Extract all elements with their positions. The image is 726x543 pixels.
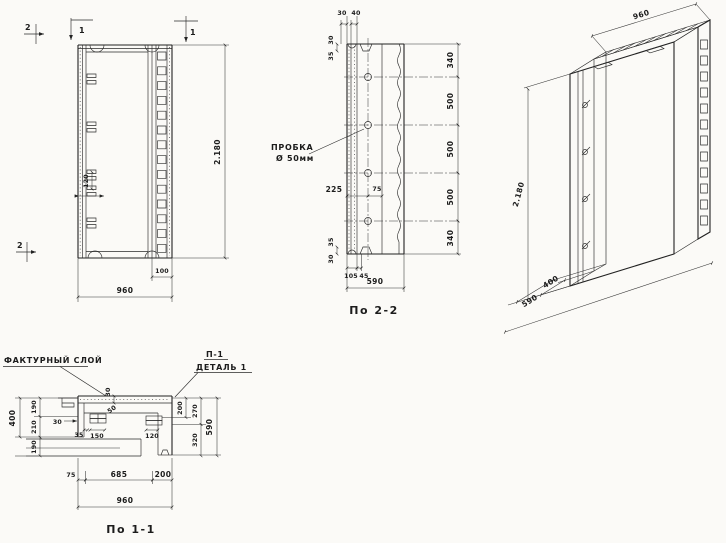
dim-s22-top-2: 40 xyxy=(351,10,361,17)
dim-s11-bottom-2: 685 xyxy=(110,470,128,479)
caption-section-1-1: По 1-1 xyxy=(106,523,156,536)
plug-annotation xyxy=(271,129,364,163)
axonometric-view xyxy=(505,4,712,332)
dim-s11-bottom-total: 960 xyxy=(116,496,134,505)
axon-core-ladder xyxy=(701,40,708,225)
dim-chain-3: 500 xyxy=(446,188,455,206)
axon-body xyxy=(570,20,710,286)
detail-callout xyxy=(175,350,252,397)
dim-s11-left-3: 190 xyxy=(31,440,38,454)
dim-s11-left-1: 190 xyxy=(31,400,38,414)
dim-axon-height: 2.180 xyxy=(510,180,527,208)
dim-s22-axis-offset: 75 xyxy=(372,186,382,193)
panel-outline xyxy=(78,45,172,258)
detail-name-label: ДЕТАЛЬ 1 xyxy=(196,363,247,372)
top-joint-details xyxy=(348,44,372,51)
dim-front-height: 2.180 xyxy=(213,139,222,165)
dim-chain-4: 340 xyxy=(446,229,455,247)
insulation-wavy-edge xyxy=(398,44,401,254)
dim-chain-0: 340 xyxy=(446,51,455,69)
axon-lifting-holes xyxy=(594,46,664,69)
dim-chain-2: 500 xyxy=(446,140,455,158)
dim-s11-left-2: 210 xyxy=(31,420,38,434)
section-body xyxy=(347,44,404,254)
dim-s11-facing-thickness: 30 xyxy=(105,387,112,397)
axon-extension-lines xyxy=(508,4,710,305)
section-mark-2-bottom xyxy=(16,241,36,262)
section-mark-2-bottom-label: 2 xyxy=(17,241,23,250)
dim-s22-bottom-2: 45 xyxy=(359,273,369,280)
facing-layer-label: ФАКТУРНЫЙ СЛОЙ xyxy=(4,356,103,365)
front-dim-extension-lines xyxy=(78,45,229,302)
section-mark-1-right-label: 1 xyxy=(190,28,196,37)
s11-corner-bracket xyxy=(58,398,78,407)
dim-s11-plate-left: 150 xyxy=(90,433,104,440)
s11-extension-lines xyxy=(15,398,221,510)
dim-s22-left-bottom-1: 35 xyxy=(328,237,335,247)
section-1-1-view xyxy=(3,350,252,536)
dim-s11-bottom-3: 200 xyxy=(154,470,172,479)
lifting-loop-notches-bottom xyxy=(88,251,159,258)
dim-axon-depth-rib: 400 xyxy=(541,273,561,291)
plug-note-line1: ПРОБКА xyxy=(271,143,314,152)
caption-section-2-2: По 2-2 xyxy=(349,304,399,317)
dim-s22-width: 590 xyxy=(366,277,384,286)
section-mark-1-left-label: 1 xyxy=(79,26,85,35)
dim-s11-left-total: 400 xyxy=(8,409,17,427)
embedded-plate-right xyxy=(146,416,162,425)
dim-s11-right-2: 320 xyxy=(192,433,199,447)
dim-hook-spacing: 120 xyxy=(83,174,90,188)
section-2-2-view xyxy=(271,10,461,317)
plug-note-line2: Ø 50мм xyxy=(276,154,314,163)
dim-s11-right-total: 590 xyxy=(205,418,214,436)
dim-s22-left-bottom-2: 30 xyxy=(328,254,335,264)
bottom-joint-details xyxy=(348,247,372,254)
facing-layer-callout xyxy=(3,354,106,396)
front-elevation-view xyxy=(16,16,229,302)
section-mark-1-right xyxy=(174,16,198,42)
dim-front-width: 960 xyxy=(116,286,134,295)
dim-s22-top-1: 30 xyxy=(337,10,347,17)
dim-s22-bottom-1: 105 xyxy=(344,273,358,280)
section-mark-2-top xyxy=(24,23,44,44)
s22-extension-lines xyxy=(341,16,461,292)
dim-s22-axis: 225 xyxy=(325,185,343,194)
dim-s11-slab: 50 xyxy=(106,404,118,416)
dim-s11-right-inner: 200 xyxy=(177,401,184,415)
dim-axon-width: 960 xyxy=(631,7,651,22)
anchor-hooks xyxy=(87,74,96,228)
embedded-plate-left xyxy=(90,414,106,423)
plug-leader-line xyxy=(309,129,364,154)
dim-s11-plate-right: 120 xyxy=(145,433,159,440)
s11-body xyxy=(26,396,172,456)
dim-s11-right-1: 270 xyxy=(192,404,199,418)
dim-s22-left-top-1: 30 xyxy=(328,35,335,45)
s22-right-chain xyxy=(446,44,458,254)
dim-s11-wall: 30 xyxy=(52,419,62,426)
s11-bottom-notch xyxy=(161,450,169,455)
dim-front-core: 100 xyxy=(155,268,169,275)
dim-s22-left-top-2: 35 xyxy=(328,51,335,61)
dim-chain-1: 500 xyxy=(446,92,455,110)
section-mark-2-top-label: 2 xyxy=(25,23,31,32)
section-mark-1-left xyxy=(71,18,93,40)
dim-s11-bottom-1: 75 xyxy=(66,472,76,479)
hollow-core-ladder xyxy=(158,52,167,252)
dim-axon-depth-total: 590 xyxy=(520,292,540,310)
plug-holes xyxy=(344,74,460,225)
dim-s11-gap: 35 xyxy=(74,432,84,439)
detail-ref-label: П-1 xyxy=(206,350,224,359)
